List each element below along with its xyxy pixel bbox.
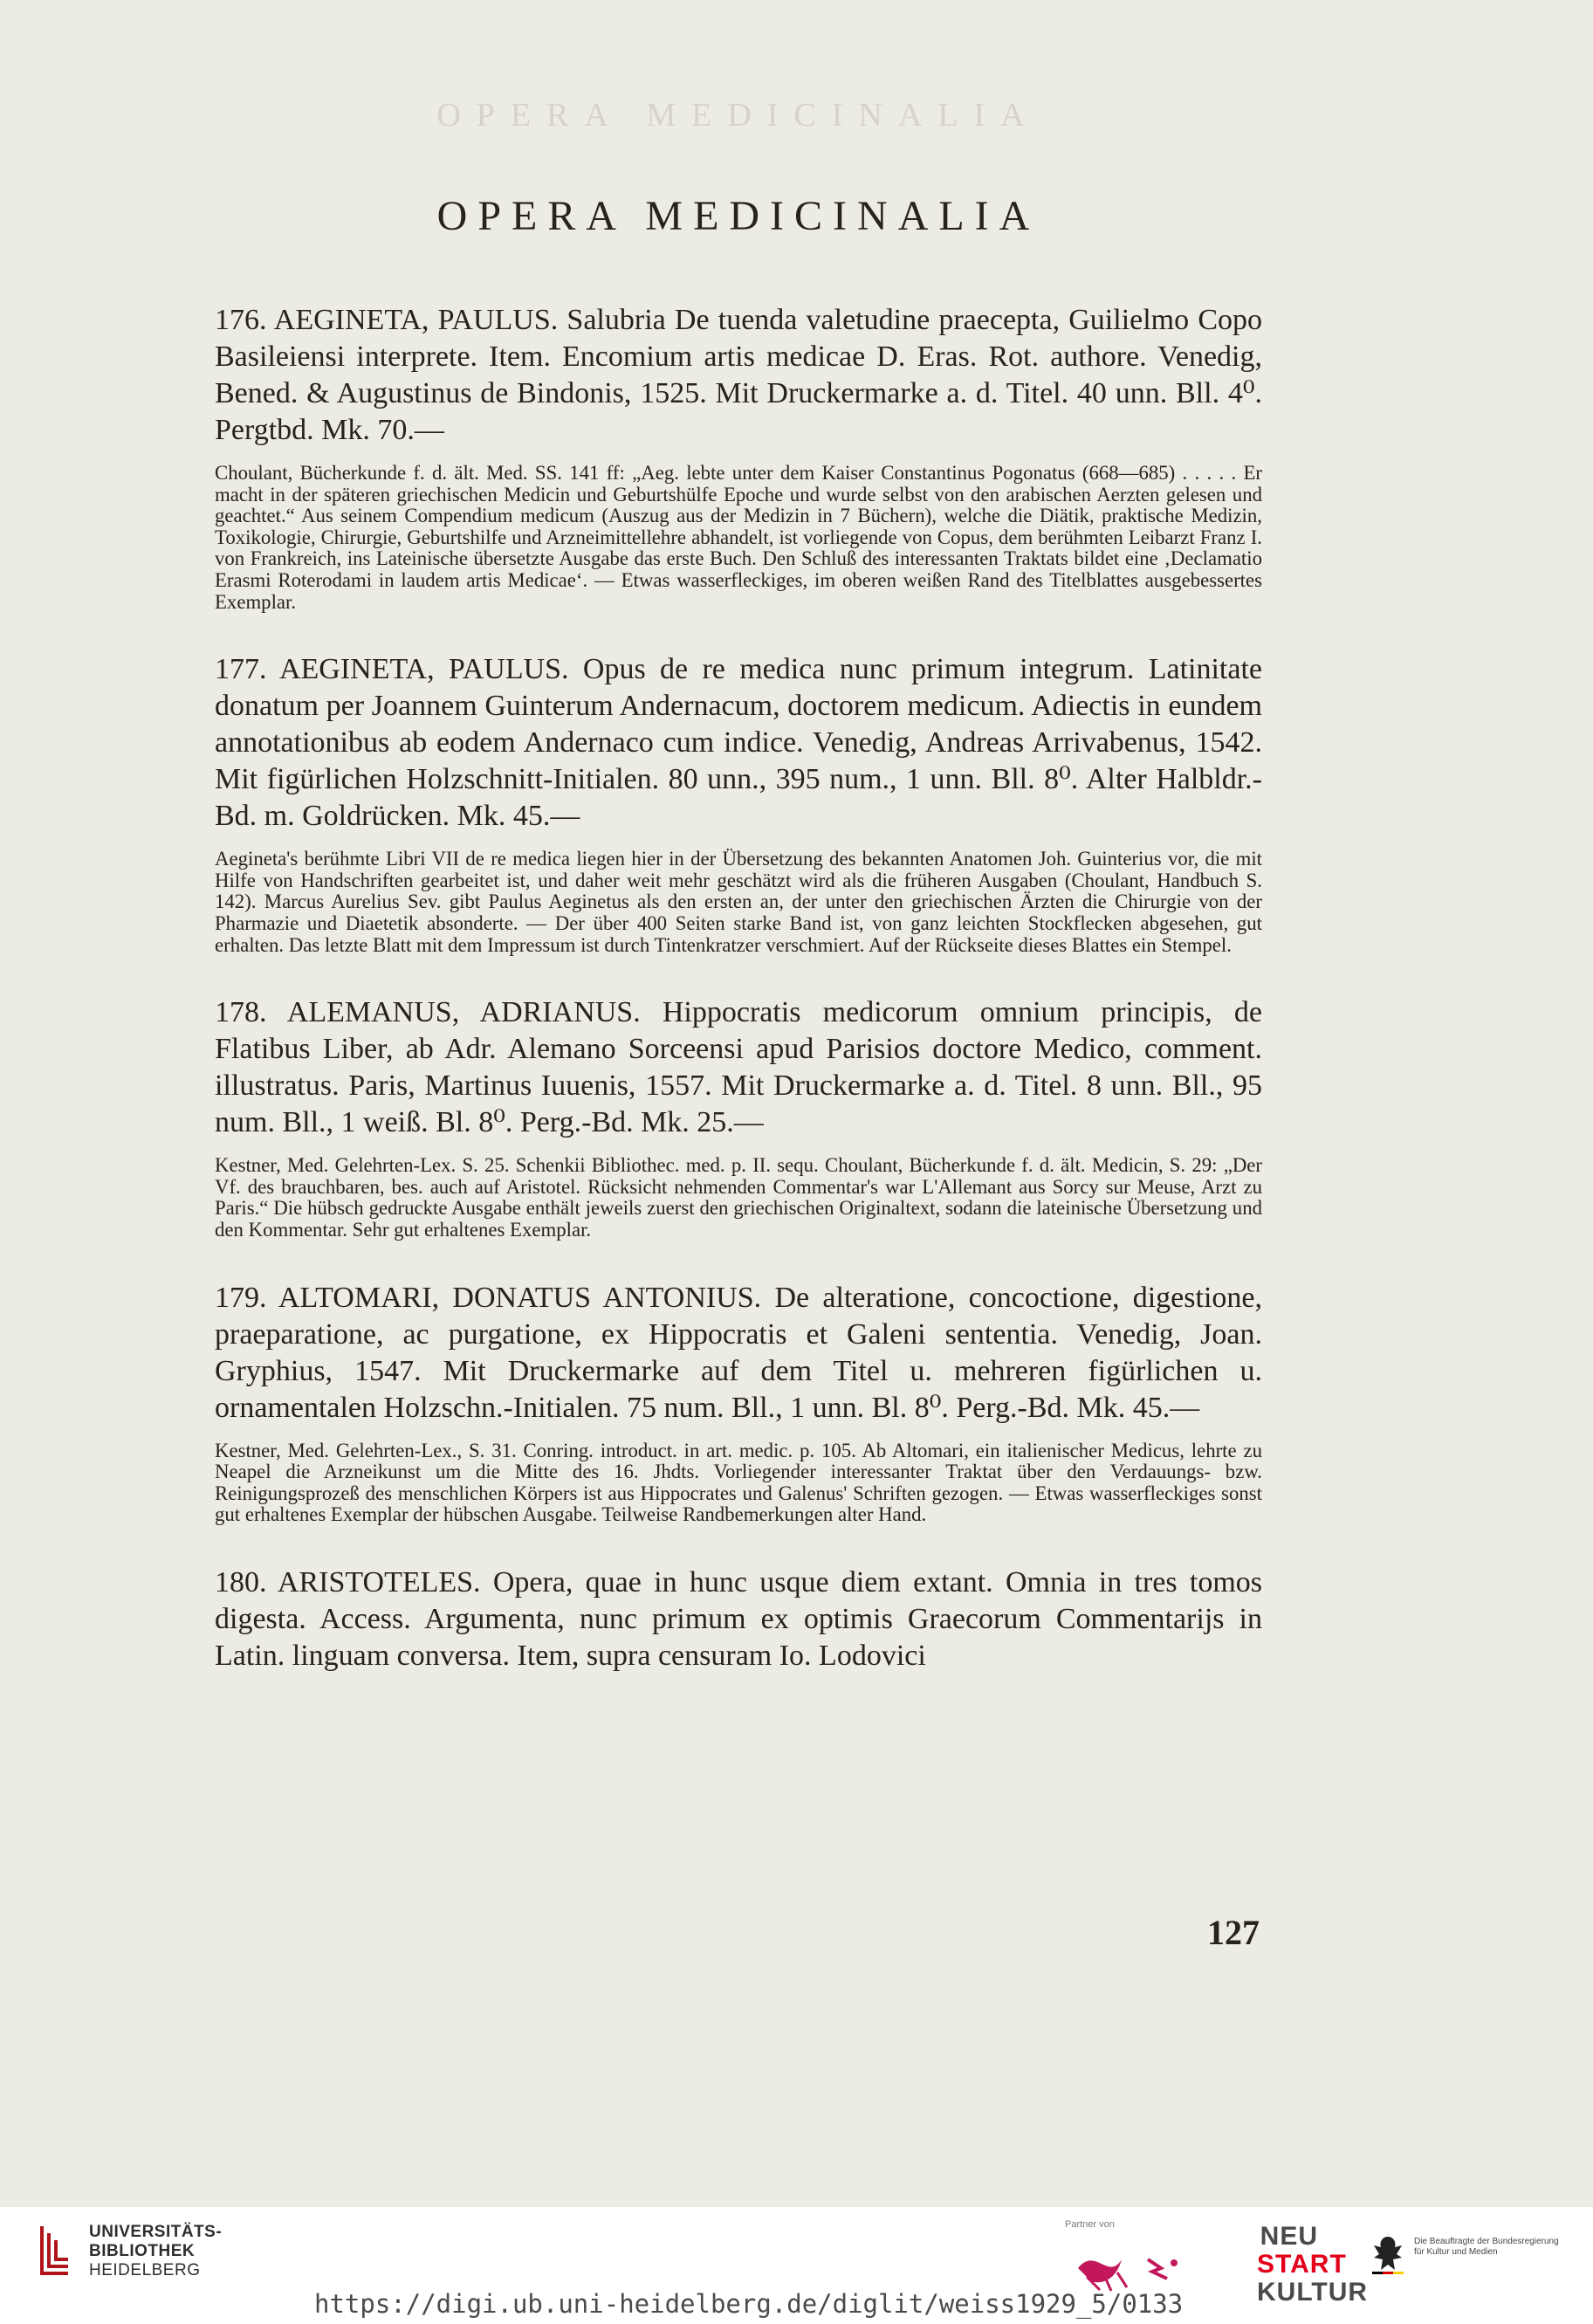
entry-note: Aegineta's berühmte Libri VII de re medica liegen hier in der Übersetzung des bekannten Anatomen Joh. Guinterius vor, die mit Hilfe von Handschriften gearbeitet ist, und daher weit mehr geschätzt wird als die früheren Ausgaben (Choulant, Handbuch S. 142). Marcus Aurelius Sev. gibt Paulus Aeginetus als den ersten an, der unter den griechischen Ärzten die Chirurgie von der Pharmazie und Diaetetik absonderte. — Der über 400 Seiten starke Band ist, von ganz leichten Stockflecken abgesehen, gut erhalten. Das letzte Blatt mit dem Impressum ist durch Tintenkratzer verschmiert. Auf der Rückseite dieses Blattes ein Stempel. (215, 848, 1262, 956)
restart-text: NEU (1260, 2222, 1318, 2251)
partner-label: Partner von (1065, 2219, 1115, 2230)
entry-heading: 178. ALEMANUS, ADRIANUS. Hippocratis medicorum omnium principis, de Flatibus Liber, ab Adr. Alemano Sorceensi apud Parisios doctore Medico, comment. illustratus. Paris, Martinus Iuuenis, 1557. Mit Druckermarke a. d. Titel. 8 unn. Bll., 95 num. Bll., 1 weiß. Bl. 8⁰. Perg.-Bd. Mk. 25.— (215, 996, 1262, 1139)
university-library-logo-icon (35, 2219, 75, 2280)
bkm-line: Die Beauftragte der Bundesregierung (1414, 2237, 1559, 2246)
federal-commissioner-text[interactable] (1414, 2237, 1559, 2258)
catalogue-entry (215, 1564, 1262, 1674)
neustart-kultur-logo[interactable] (1257, 2222, 1369, 2307)
page-number: 127 (1207, 1913, 1260, 1952)
entry-note: Kestner, Med. Gelehrten-Lex. S. 25. Schenkii Bibliothec. med. p. II. sequ. Choulant, Bücherkunde f. d. ält. Medicin, S. 29: „Der Vf. des brauchbaren, bes. auch auf Aristotel. Rücksicht nehmenden Commentar's war L'Allemant aus Sorcy sur Meuse, Arzt zu Paris.“ Die hübsch gedruckte Ausgabe enthält jeweils zuerst den griechischen Originaltext, sodann die lateinische Übersetzung und den Kommentar. Sehr gut erhaltenes Exemplar. (215, 1154, 1262, 1241)
entry-heading: 176. AEGINETA, PAULUS. Salubria De tuenda valetudine praecepta, Guilielmo Copo Basileiensi interprete. Item. Encomium artis medicae D. Eras. Rot. authore. Venedig, Bened. & Augustinus de Bindonis, 1525. Mit Druckermarke a. d. Titel. 40 unn. Bll. 4⁰. Pergtbd. Mk. 70.— (215, 304, 1262, 446)
bleed-through-text: OPERA MEDICINALIA (436, 97, 1040, 134)
entry-heading: 177. AEGINETA, PAULUS. Opus de re medica nunc primum integrum. Latinitate donatum per Joannem Guinterum Andernacum, doctorem medicum. Adiectis in eundem annotationibus ab eodem Andernaco cum indice. Venedig, Andreas Arrivabenus, 1542. Mit figürlichen Holzschnitt-Initialen. 80 unn., 395 num., 1 unn. Bll. 8⁰. Alter Halbldr.-Bd. m. Goldrücken. Mk. 45.— (215, 653, 1262, 833)
catalogue-entry (215, 302, 1262, 613)
restart-text: KULTUR (1257, 2278, 1369, 2307)
library-name-line: UNIVERSITÄTS- (89, 2223, 223, 2241)
digital-library-partner-logo-icon[interactable] (1069, 2242, 1200, 2294)
library-name[interactable] (89, 2223, 222, 2280)
catalogue-entry (215, 994, 1262, 1241)
catalogue-entry (215, 1280, 1262, 1526)
entry-note: Kestner, Med. Gelehrten-Lex., S. 31. Conring. introduct. in art. medic. p. 105. Ab Altomari, ein italienischer Medicus, lehrte zu Neapel die Arzneikunst um die Mitte des 16. Jhdts. Vorliegender interessanter Traktat über den Verdauungs- bzw. Reinigungsprozeß des menschlichen Körpers ist aus Hippocrates und Galenus' Schriften gezogen. — Etwas wasserfleckiges sonst gut erhaltenes Exemplar der hübschen Ausgabe. Teilweise Randbemerkungen alter Hand. (215, 1439, 1262, 1526)
page-title: OPERA MEDICINALIA (436, 193, 1040, 239)
library-name-line: HEIDELBERG (89, 2261, 201, 2279)
catalogue-entry (215, 651, 1262, 956)
catalogue-entries (215, 302, 1262, 1713)
library-name-line: BIBLIOTHEK (89, 2242, 196, 2260)
restart-text: START (1257, 2250, 1347, 2279)
entry-note: Choulant, Bücherkunde f. d. ält. Med. SS. 141 ff: „Aeg. lebte unter dem Kaiser Constantinus Pogonatus (668—685) . . . . . Er macht in der späteren griechischen Medicin und Geburtshülfe Epoche und wurde selbst von den arabischen Aerzten gelesen und geachtet.“ Aus seinem Compendium medicum (Auszug aus der Medizin in 7 Büchern), welche die Diätik, praktische Medizin, Toxikologie, Chirurgie, Geburtshilfe und Arzneimittellehre abhandelt, ist vorliegende von Copus, dem berühmten Leibarzt Franz I. von Frankreich, ins Lateinische übersetzte Ausgabe das erste Buch. Den Schluß des interessanten Traktats bildet eine ‚Declamatio Erasmi Roterodami in laudem artis Medicae‘. — Etwas wasserfleckiges, im oberen weißen Rand des Titelblattes ausgebessertes Exemplar. (215, 462, 1262, 613)
entry-heading: 179. ALTOMARI, DONATUS ANTONIUS. De alteratione, concoctione, digestione, praeparatione, ac purgatione, ex Hippocratis et Galeni sententia. Venedig, Joan. Gryphius, 1547. Mit Druckermarke auf dem Titel u. mehreren figürlichen u. ornamentalen Holzschn.-Initialen. 75 num. Bll., 1 unn. Bl. 8⁰. Perg.-Bd. Mk. 45.— (215, 1281, 1262, 1424)
federal-eagle-icon (1370, 2231, 1405, 2275)
library-footer (0, 2207, 1593, 2324)
bkm-line: für Kultur und Medien (1414, 2247, 1498, 2257)
entry-heading: 180. ARISTOTELES. Opera, quae in hunc usque diem extant. Omnia in tres tomos digesta. Access. Argumenta, nunc primum ex optimis Graecorum Commentarijs in Latin. linguam conversa. Item, supra censuram Io. Lodovici (215, 1565, 1262, 1672)
page-url[interactable]: https://digi.ub.uni-heidelberg.de/diglit/weiss1929_5/0133 (314, 2289, 1184, 2319)
